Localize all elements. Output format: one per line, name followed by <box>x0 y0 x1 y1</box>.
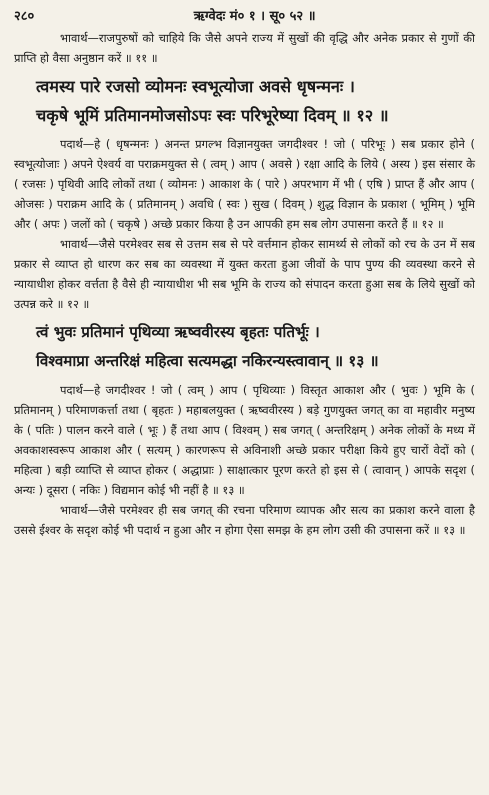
running-title: ऋग्वेदः मं० १ । सू० ५२ ॥ <box>193 9 316 24</box>
page-number: २८० <box>14 9 35 24</box>
padartha-13: पदार्थ—हे जगदीश्वर ! जो ( त्वम् ) आप ( पृथिव्याः ) विस्तृत आकाश और ( भुवः ) भूमि के ( प्रतिमानम् ) परिमाणकर्त्ता तथा ( बृहतः ) महाबलयुक्त ( ऋष्ववीरस्य ) बड़े गुणयुक्त जगत् का वा महावीर मनुष्य के ( पतिः ) पालन करने वाले ( भूः ) हैं तथा आप ( विश्वम् ) सब जगत् ( अन्तरिक्षम् ) अनेक लोकों के मध्य में अवकाशस्वरूप आकाश और ( सत्यम् ) कारणरूप से अविनाशी अच्छे प्रकार परीक्षा किये हुए चारों वेदों को ( महित्वा ) बड़ी व्याप्ति से व्याप्त होकर ( अद्धाप्राः ) साक्षात्कार पूरण करते हो इस से ( त्वावान् ) आपके सदृश ( अन्यः ) दूसरा ( नकिः ) विद्यमान कोई भी नहीं है ॥ १३ ॥ <box>14 383 475 497</box>
bhavartha-12: भावार्थ—जैसे परमेश्वर सब से उत्तम सब से परे वर्त्तमान होकर सामर्थ्य से लोकों को रच के उन में सब प्रकार से व्याप्त हो धारण कर सब का व्यवस्था में युक्त करता हुआ जीवों के पाप पुण्य की व्यवस्था करने से न्यायाधीश होकर वर्त्तता है वैसे ही न्यायाधीश भी सब भूमि के राज्य को संपादन करता हुआ सब के लिये सुखों को उत्पन्न करे ॥ १२ ॥ <box>14 237 475 311</box>
padartha-12: पदार्थ—हे ( धृषन्मनः ) अनन्त प्रगल्भ विज्ञानयुक्त जगदीश्वर ! जो ( परिभूः ) सब प्रकार होने ( स्वभूत्योजाः ) अपने ऐश्वर्य वा पराक्रमयुक्त से ( त्वम् ) आप ( अवसे ) रक्षा आदि के लिये ( अस्य ) इस संसार के ( रजसः ) पृथिवी आदि लोकों तथा ( व्योमनः ) आकाश के ( पारे ) अपरभाग में भी ( एषि ) प्राप्त हैं और आप ( ओजसः ) पराक्रम आदि के ( प्रतिमानम् ) अवधि ( स्वः ) सुख ( दिवम् ) शुद्ध विज्ञान के प्रकाश ( भूमिम् ) भूमि और ( अपः ) जलों को ( चकृषे ) अच्छे प्रकार किया है उन आपकी हम सब लोग उपासना करते हैं ॥ १२ ॥ <box>14 137 475 231</box>
page-header <box>14 6 475 28</box>
mantra-13-line-2: विश्वमाप्रा अन्तरिक्षं महित्वा सत्यमद्धा नकिरन्यस्त्वावान् ॥ १३ ॥ <box>36 352 379 370</box>
bhavartha-13: भावार्थ—जैसे परमेश्वर ही सब जगत् की रचना परिमाण व्यापक और सत्य का प्रकाश करने वाला है उससे ईश्वर के सदृश कोई भी पदार्थ न हुआ और न होगा ऐसा समझ के हम लोग उसी की उपासना करें ॥ १३ ॥ <box>14 503 475 537</box>
bhavartha-11: भावार्थ—राजपुरुषों को चाहिये कि जैसे अपने राज्य में सुखों की वृद्धि और अनेक प्रकार से गुणों की प्राप्ति हो वैसा अनुष्ठान करें ॥ ११ ॥ <box>14 31 475 65</box>
mantra-12-line-1: त्वमस्य पारे रजसो व्योमनः स्वभूत्योजा अवसे धृषन्मनः । <box>36 77 355 96</box>
mantra-12-line-2: चकृषे भूमिं प्रतिमानमोजसोऽपः स्वः परिभूरेष्या दिवम् ॥ १२ ॥ <box>36 106 389 125</box>
mantra-13-line-1: त्वं भुवः प्रतिमानं पृथिव्या ऋष्ववीरस्य बृहतः पतिर्भूः । <box>36 323 320 341</box>
